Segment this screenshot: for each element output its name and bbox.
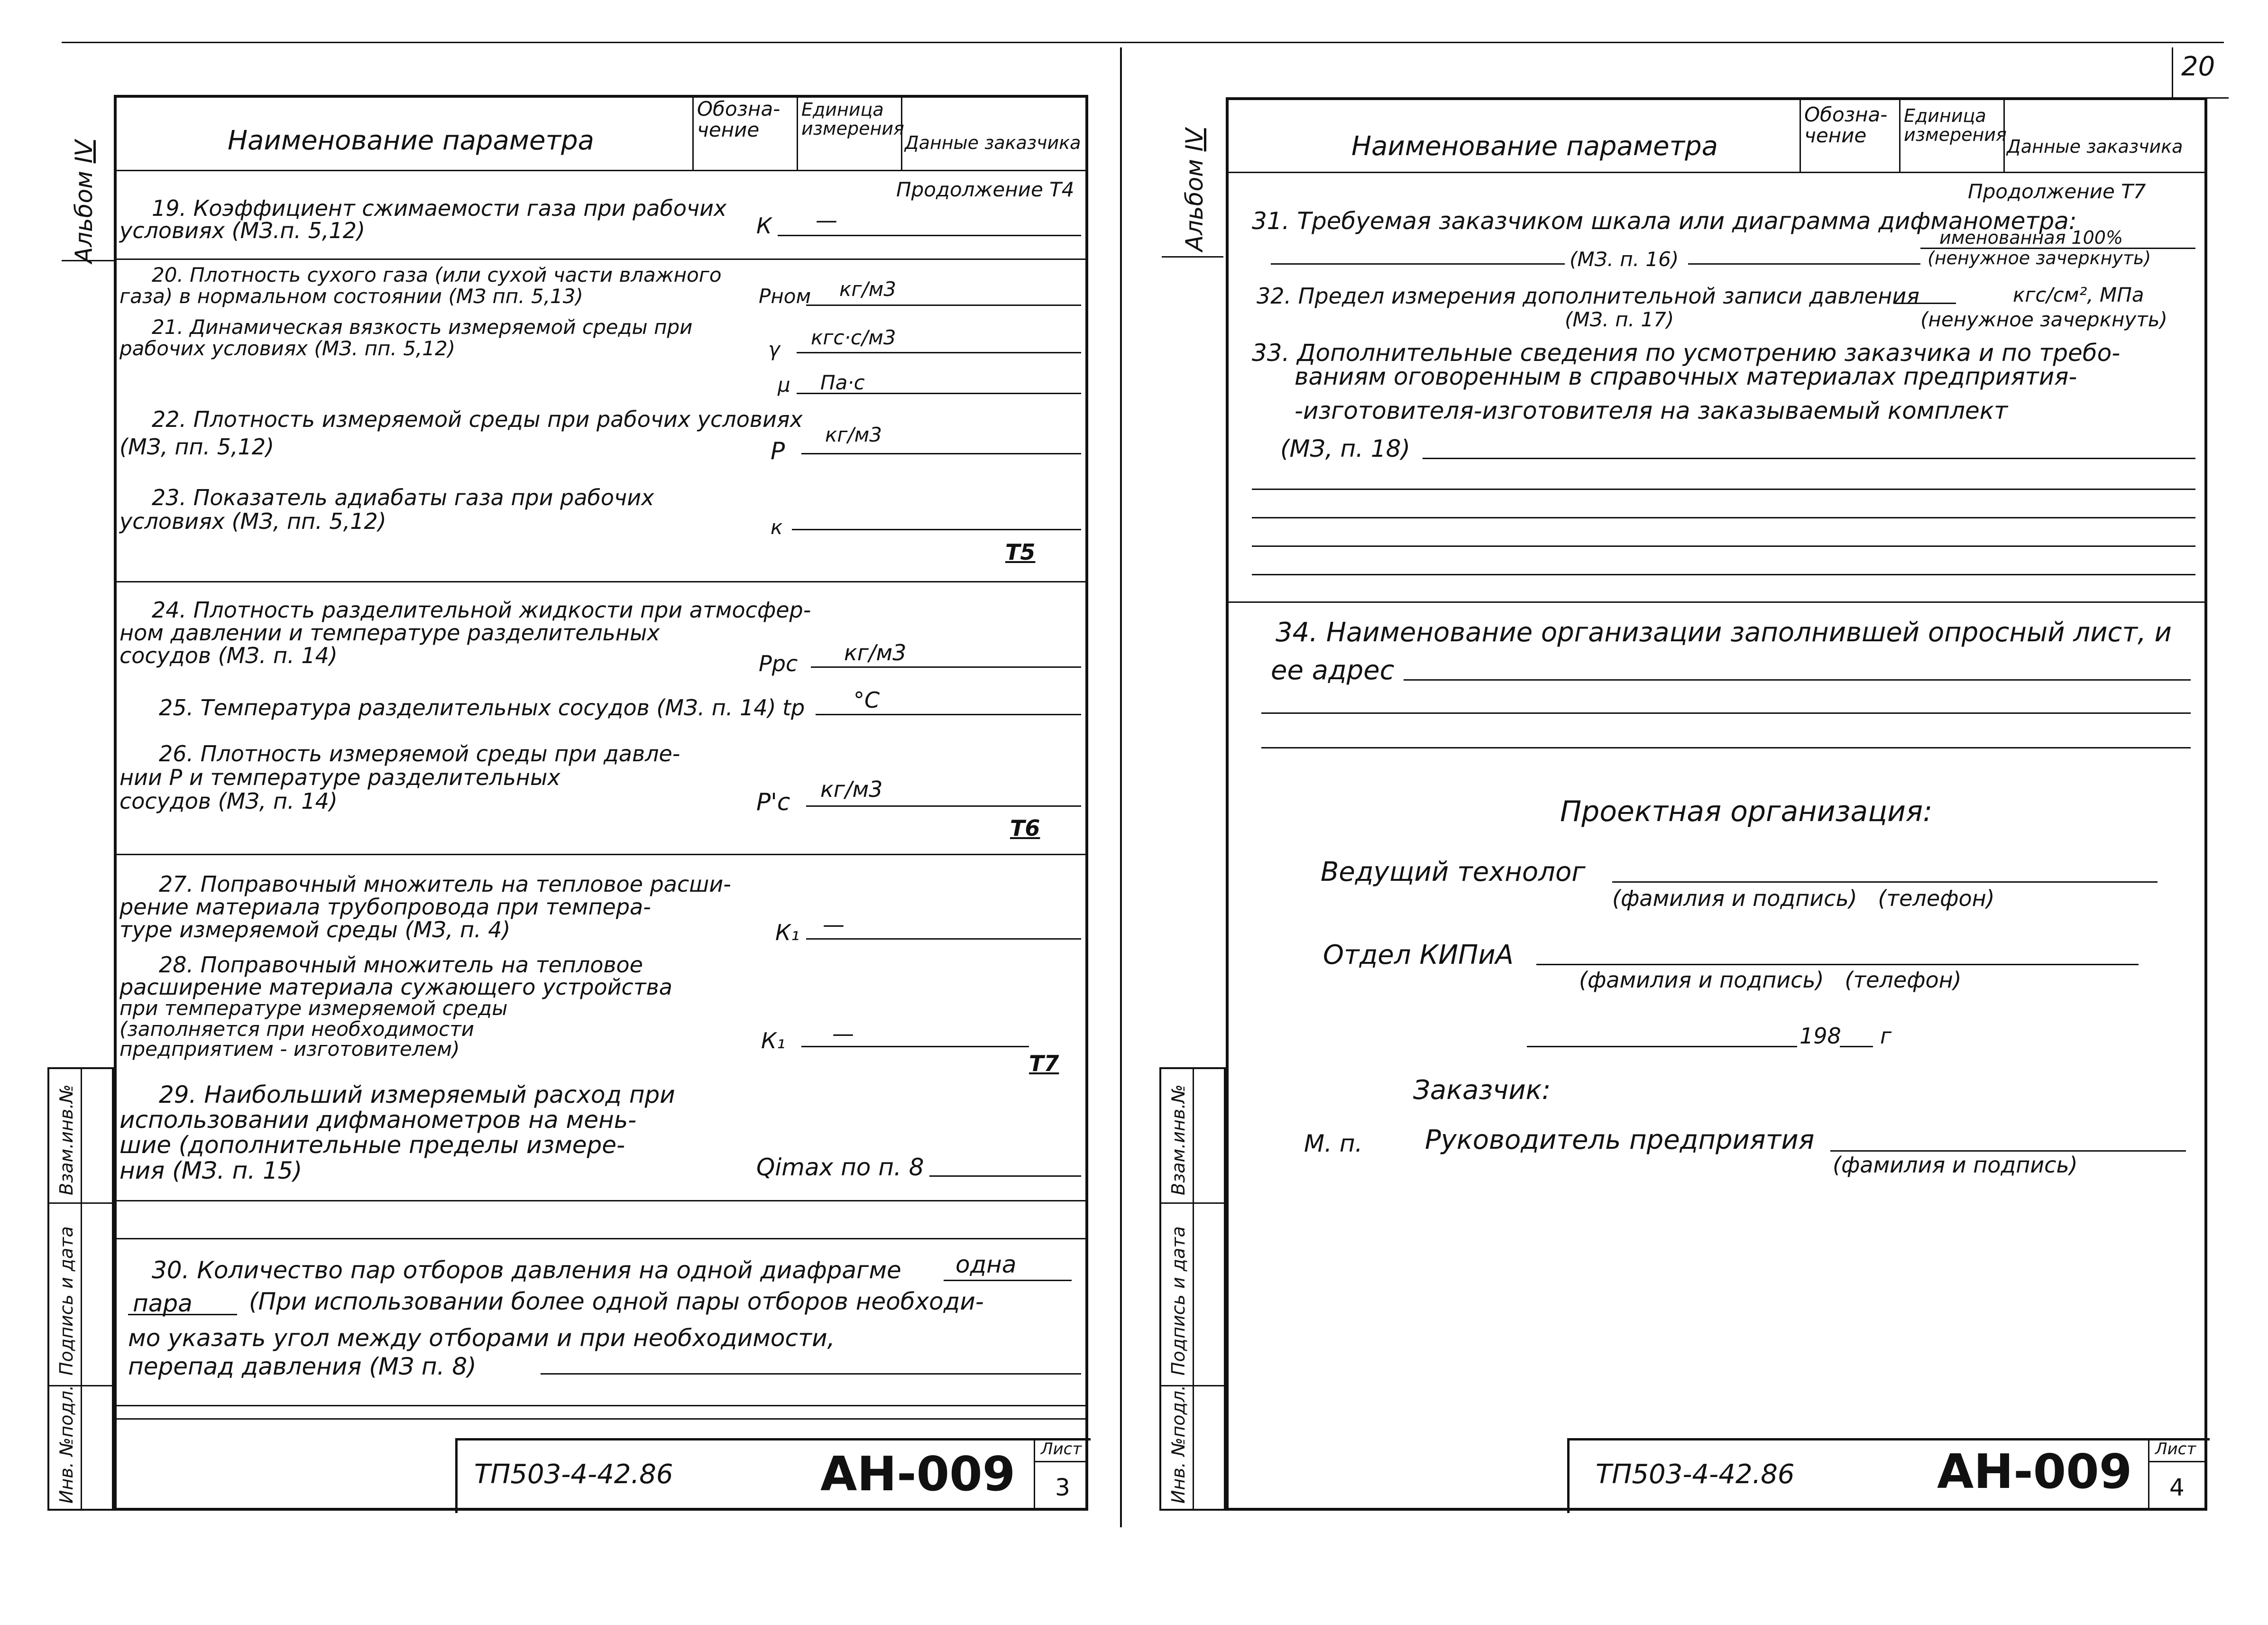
param-29-line4: ния (МЗ. п. 15) xyxy=(119,1157,303,1184)
param-24-line3: сосудов (МЗ. п. 14) xyxy=(119,643,338,668)
org-title: Проектная организация: xyxy=(1560,795,1933,828)
section-t7: Т7 xyxy=(1029,1051,1059,1076)
param-21-line2: рабочих условиях (МЗ. пп. 5,12) xyxy=(119,337,456,360)
param-19-line2: условиях (МЗ.п. 5,12) xyxy=(119,218,366,243)
param-21-unit: кгс·с/м3 xyxy=(811,326,896,349)
param-32-note: (ненужное зачеркнуть) xyxy=(1920,308,2167,331)
lead-tech-caption: (фамилия и подпись) (телефон) xyxy=(1612,886,1995,911)
param-34-line2: ее адрес xyxy=(1271,655,1395,686)
kip-dept-label: Отдел КИПиА xyxy=(1323,940,1514,970)
param-30-line4: перепад давления (МЗ п. 8) xyxy=(128,1353,477,1380)
stamp-code-right: ТП503-4-42.86 xyxy=(1596,1459,1795,1490)
param-25-symbol: tр xyxy=(782,695,805,720)
stamp-id-left: АН-009 xyxy=(820,1446,1016,1502)
param-21-symbol: γ xyxy=(768,338,780,361)
header-name-right: Наименование параметра xyxy=(1351,131,1718,162)
param-28-line2: расширение материала сужающего устройства xyxy=(119,974,672,1000)
param-29-line2: использовании дифманометров на мень- xyxy=(119,1106,637,1134)
param-29-line1: 29. Наибольший измеряемый расход при xyxy=(159,1081,675,1108)
param-24-line1: 24. Плотность разделительной жидкости при атмосфер- xyxy=(152,597,811,623)
param-21-line1: 21. Динамическая вязкость измеряемой среды при xyxy=(152,315,693,339)
param-20-line1: 20. Плотность сухого газа (или сухой части влажного xyxy=(152,263,722,286)
customer-label: Заказчик: xyxy=(1413,1075,1551,1106)
param-26-symbol: Р'с xyxy=(756,788,790,816)
side-vzam-inv-right: Взам.инв.№ xyxy=(1168,1084,1189,1195)
param-25-unit: °С xyxy=(854,687,880,713)
param-27-symbol: К₁ xyxy=(775,920,800,945)
header-name: Наименование параметра xyxy=(228,125,594,156)
stamp-id-right: АН-009 xyxy=(1937,1444,2132,1499)
mp-label: М. п. xyxy=(1304,1130,1363,1157)
param-29-symbol: Qimax по п. 8 xyxy=(756,1154,924,1181)
page-number: 20 xyxy=(2181,51,2215,82)
param-27-line3: туре измеряемой среды (МЗ, п. 4) xyxy=(119,917,511,942)
sheet-label-right: Лист xyxy=(2155,1440,2196,1459)
sheet-num-left: 3 xyxy=(1055,1474,1070,1501)
param-33-line3: -изготовителя-изготовителя на заказываемый комплект xyxy=(1295,397,2008,425)
param-20-symbol: Рном xyxy=(759,285,811,308)
param-30-line2: (При использовании более одной пары отборов необходи- xyxy=(249,1288,984,1315)
lead-tech-label: Ведущий технолог xyxy=(1321,857,1586,887)
center-fold xyxy=(1120,47,1122,1527)
side-inv-podl: Инв. №подл. xyxy=(56,1385,77,1504)
param-22-line1: 22. Плотность измеряемой среды при рабочих условиях xyxy=(152,406,803,432)
sheet-num-right: 4 xyxy=(2169,1474,2185,1501)
param-32-ref: (МЗ. п. 17) xyxy=(1565,308,1674,331)
side-vzam-inv: Взам.инв.№ xyxy=(56,1084,77,1195)
header-customer-right: Данные заказчика xyxy=(2007,136,2183,157)
param-23-symbol: к xyxy=(771,516,783,539)
param-23-line1: 23. Показатель адиабаты газа при рабочих xyxy=(152,485,654,510)
param-22-unit: кг/м3 xyxy=(825,423,882,446)
director-field xyxy=(1830,1150,2186,1152)
param-27-line2: рение материала трубопровода при темпера- xyxy=(119,894,651,920)
side-podpis-data: Подпись и дата xyxy=(56,1226,77,1376)
param-29-line3: шие (дополнительные пределы измере- xyxy=(119,1131,625,1159)
header-customer: Данные заказчика xyxy=(905,132,1081,153)
param-24-unit: кг/м3 xyxy=(844,640,907,665)
param-22-line2: (МЗ, пп. 5,12) xyxy=(119,434,275,460)
page-number-box xyxy=(2172,47,2173,100)
header-unit-right: Единица измерения xyxy=(1904,105,2007,145)
side-inv-podl-right: Инв. №подл. xyxy=(1168,1385,1189,1504)
param-19-value: — xyxy=(816,207,837,233)
param-30-value2: пара xyxy=(133,1290,193,1317)
param-22-symbol: Р xyxy=(771,437,785,465)
param-32: 32. Предел измерения дополнительной записи давления xyxy=(1257,283,1919,309)
param-28-symbol: К₁ xyxy=(761,1028,786,1053)
continuation-t7: Продолжение Т7 xyxy=(1968,180,2146,203)
year-suffix: г xyxy=(1880,1023,1892,1049)
param-30-value1: одна xyxy=(955,1251,1017,1278)
director-label: Руководитель предприятия xyxy=(1425,1125,1815,1155)
param-32-unit: кгс/см², МПа xyxy=(2013,283,2144,306)
param-19-field xyxy=(778,235,1081,236)
param-26-line2: нии Р и температуре разделительных xyxy=(119,765,560,790)
header-unit: Единица измерения xyxy=(801,99,904,139)
param-31-ref: (МЗ. п. 16) xyxy=(1570,248,1679,271)
lead-tech-field xyxy=(1612,881,2158,883)
param-30-line3: мо указать угол между отборами и при необходимости, xyxy=(128,1324,835,1352)
album-label-right: Альбом IV xyxy=(1181,128,1208,251)
param-28-line4: (заполняется при необходимости xyxy=(119,1017,474,1041)
param-21-symbol2: μ xyxy=(778,373,790,397)
param-20-unit: кг/м3 xyxy=(839,277,896,301)
param-33-line2: ваниям оговоренным в справочных материалах предприятия- xyxy=(1295,363,2077,390)
param-30-line1: 30. Количество пар отборов давления на одной диафрагме xyxy=(152,1256,901,1284)
param-31-value: именованная 100% xyxy=(1939,227,2123,248)
param-31-note: (ненужное зачеркнуть) xyxy=(1928,248,2151,268)
param-27-value: — xyxy=(823,912,845,937)
param-21-unit2: Па·с xyxy=(820,371,865,394)
param-23-line2: условиях (МЗ, пп. 5,12) xyxy=(119,508,386,534)
year: 198 xyxy=(1800,1023,1841,1049)
header-designation-right: Обозна- чение xyxy=(1804,103,1888,148)
param-19-symbol: К xyxy=(756,213,772,239)
param-34-line1: 34. Наименование организации заполнившей опросный лист, и xyxy=(1276,617,2172,648)
param-28-line1: 28. Поправочный множитель на тепловое xyxy=(159,952,643,978)
continuation-t4: Продолжение Т4 xyxy=(896,178,1074,201)
param-33-line4: (МЗ, п. 18) xyxy=(1280,435,1411,462)
param-24-symbol: Ррс xyxy=(759,651,798,676)
kip-dept-field xyxy=(1536,964,2139,965)
param-28-line3: при температуре измеряемой среды xyxy=(119,997,508,1020)
header-designation: Обозна- чение xyxy=(697,97,780,142)
side-podpis-data-right: Подпись и дата xyxy=(1168,1226,1189,1376)
param-26-line3: сосудов (МЗ, п. 14) xyxy=(119,788,338,814)
kip-dept-caption: (фамилия и подпись) (телефон) xyxy=(1579,967,1962,993)
sheet-label-left: Лист xyxy=(1041,1440,1082,1459)
param-26-unit: кг/м3 xyxy=(820,776,883,802)
section-t5: Т5 xyxy=(1005,539,1036,565)
param-20-line2: газа) в нормальном состоянии (МЗ пп. 5,13) xyxy=(119,285,583,308)
param-33-line1: 33. Дополнительные сведения по усмотрению заказчика и по требо- xyxy=(1252,339,2121,367)
param-19-line1: 19. Коэффициент сжимаемости газа при рабочих xyxy=(152,195,727,221)
param-28-value: — xyxy=(832,1021,854,1046)
param-31: 31. Требуемая заказчиком шкала или диаграмма дифманометра: xyxy=(1252,207,2077,235)
top-rule xyxy=(62,42,2224,43)
param-28-line5: предприятием - изготовителем) xyxy=(119,1037,460,1061)
param-24-line2: ном давлении и температуре разделительных xyxy=(119,620,660,646)
param-27-line1: 27. Поправочный множитель на тепловое расши- xyxy=(159,871,731,897)
section-t6: Т6 xyxy=(1010,815,1040,841)
director-caption: (фамилия и подпись) xyxy=(1833,1152,2078,1178)
param-25: 25. Температура разделительных сосудов (МЗ. п. 14) xyxy=(159,695,776,720)
param-26-line1: 26. Плотность измеряемой среды при давле- xyxy=(159,741,680,766)
album-label-left: Альбом IV xyxy=(70,140,98,263)
stamp-code-left: ТП503-4-42.86 xyxy=(474,1459,673,1490)
